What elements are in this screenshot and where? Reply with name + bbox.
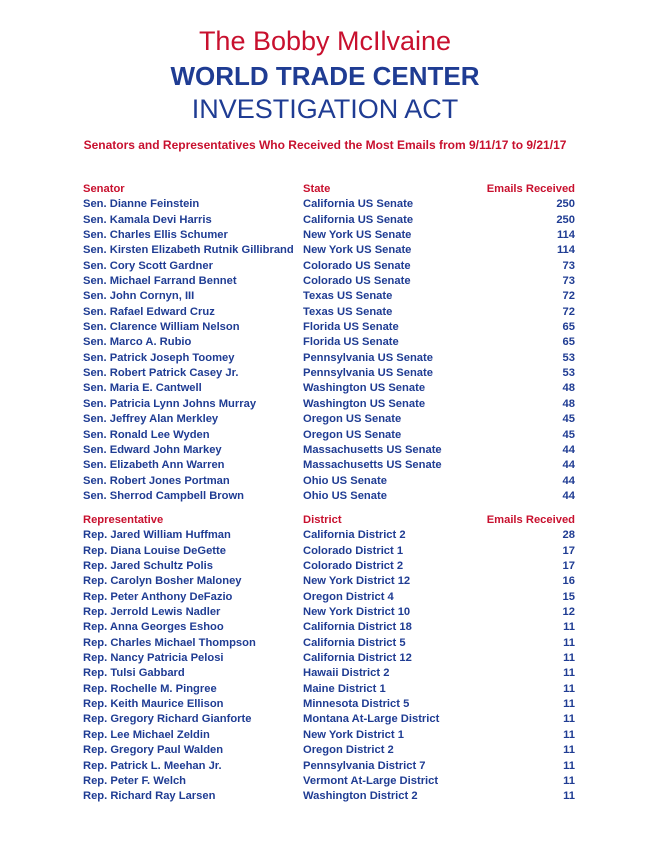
representatives-header-cell: District bbox=[303, 514, 342, 526]
name-cell: Rep. Jared Schultz Polis bbox=[83, 560, 213, 573]
name-cell: Sen. Patricia Lynn Johns Murray bbox=[83, 397, 257, 410]
location-cell: New York District 10 bbox=[303, 606, 411, 619]
table-row bbox=[83, 789, 575, 804]
location-cell: New York US Senate bbox=[303, 229, 412, 242]
name-cell: Sen. Dianne Feinstein bbox=[83, 198, 200, 211]
location-cell: Massachusetts US Senate bbox=[303, 443, 442, 456]
location-cell: New York District 1 bbox=[303, 728, 404, 741]
name-cell: Rep. Charles Michael Thompson bbox=[83, 636, 256, 649]
table-row bbox=[83, 682, 575, 697]
table-row bbox=[83, 366, 575, 381]
location-cell: Florida US Senate bbox=[303, 321, 399, 334]
emails-cell: 11 bbox=[563, 713, 575, 726]
table-row bbox=[83, 443, 575, 458]
name-cell: Sen. Rafael Edward Cruz bbox=[83, 305, 215, 318]
name-cell: Rep. Peter Anthony DeFazio bbox=[83, 590, 233, 603]
table-row bbox=[83, 259, 575, 274]
location-cell: Ohio US Senate bbox=[303, 489, 387, 502]
senators-table bbox=[83, 182, 575, 504]
table-row bbox=[83, 381, 575, 396]
name-cell: Sen. Edward John Markey bbox=[83, 443, 222, 456]
location-cell: Oregon District 2 bbox=[303, 744, 394, 757]
emails-cell: 11 bbox=[563, 636, 575, 649]
senators-header-cell: Senator bbox=[83, 183, 125, 195]
table-row bbox=[83, 213, 575, 228]
table-row bbox=[83, 289, 575, 304]
emails-cell: 28 bbox=[562, 529, 575, 542]
name-cell: Sen. Sherrod Campbell Brown bbox=[83, 489, 245, 502]
senators-header-row bbox=[83, 182, 575, 197]
name-cell: Rep. Richard Ray Larsen bbox=[83, 790, 216, 803]
emails-cell: 11 bbox=[563, 682, 575, 695]
table-row bbox=[83, 666, 575, 681]
table-row bbox=[83, 428, 575, 443]
title-line-2: WORLD TRADE CENTER bbox=[170, 61, 480, 91]
name-cell: Rep. Gregory Paul Walden bbox=[83, 744, 224, 757]
location-cell: New York US Senate bbox=[303, 244, 412, 257]
name-cell: Rep. Rochelle M. Pingree bbox=[83, 682, 217, 695]
table-row bbox=[83, 397, 575, 412]
location-cell: Hawaii District 2 bbox=[303, 667, 390, 680]
name-cell: Rep. Nancy Patricia Pelosi bbox=[83, 652, 224, 665]
table-row bbox=[83, 305, 575, 320]
representatives-header-row bbox=[83, 513, 575, 528]
table-row bbox=[83, 412, 575, 427]
location-cell: California District 2 bbox=[303, 529, 406, 542]
emails-cell: 73 bbox=[562, 259, 575, 272]
name-cell: Sen. Jeffrey Alan Merkley bbox=[83, 413, 219, 426]
table-row bbox=[83, 320, 575, 335]
name-cell: Sen. Charles Ellis Schumer bbox=[83, 229, 228, 242]
emails-cell: 11 bbox=[563, 744, 575, 757]
name-cell: Rep. Keith Maurice Ellison bbox=[83, 698, 224, 711]
subtitle: Senators and Representatives Who Received the Most Emails from 9/11/17 to 9/21/17 bbox=[83, 138, 567, 152]
location-cell: Texas US Senate bbox=[303, 305, 393, 318]
location-cell: Massachusetts US Senate bbox=[303, 459, 442, 472]
location-cell: Oregon District 4 bbox=[303, 590, 394, 603]
emails-cell: 44 bbox=[562, 443, 575, 456]
name-cell: Rep. Diana Louise DeGette bbox=[83, 544, 226, 557]
name-cell: Rep. Lee Michael Zeldin bbox=[83, 728, 210, 741]
table-row bbox=[83, 712, 575, 727]
senators-header-cell: Emails Received bbox=[486, 183, 575, 195]
representatives-header-cell: Emails Received bbox=[486, 514, 575, 526]
location-cell: California US Senate bbox=[303, 213, 414, 226]
emails-cell: 45 bbox=[562, 428, 575, 441]
emails-cell: 11 bbox=[563, 790, 575, 803]
table-row bbox=[83, 605, 575, 620]
emails-cell: 72 bbox=[562, 290, 575, 303]
location-cell: Maine District 1 bbox=[303, 682, 386, 695]
name-cell: Sen. Clarence William Nelson bbox=[83, 321, 240, 334]
emails-cell: 11 bbox=[563, 728, 575, 741]
representatives-table bbox=[83, 513, 575, 805]
location-cell: Texas US Senate bbox=[303, 290, 393, 303]
emails-cell: 73 bbox=[562, 275, 575, 288]
location-cell: Washington District 2 bbox=[303, 790, 418, 803]
representatives-header-cell: Representative bbox=[83, 514, 164, 526]
emails-cell: 12 bbox=[562, 606, 575, 619]
table-row bbox=[83, 351, 575, 366]
name-cell: Sen. Robert Jones Portman bbox=[83, 474, 230, 487]
name-cell: Sen. Kirsten Elizabeth Rutnik Gillibrand bbox=[83, 244, 294, 257]
title-line-3: INVESTIGATION ACT bbox=[191, 94, 459, 124]
senators-header-cell: State bbox=[303, 183, 331, 195]
location-cell: Oregon US Senate bbox=[303, 428, 402, 441]
table-row bbox=[83, 774, 575, 789]
name-cell: Sen. Marco A. Rubio bbox=[83, 336, 192, 349]
emails-cell: 250 bbox=[556, 198, 575, 211]
emails-cell: 65 bbox=[562, 336, 575, 349]
table-row bbox=[83, 489, 575, 504]
name-cell: Rep. Carolyn Bosher Maloney bbox=[83, 575, 242, 588]
emails-cell: 44 bbox=[562, 459, 575, 472]
emails-cell: 45 bbox=[562, 413, 575, 426]
table-row bbox=[83, 243, 575, 258]
table-row bbox=[83, 590, 575, 605]
emails-cell: 17 bbox=[562, 560, 575, 573]
name-cell: Sen. Ronald Lee Wyden bbox=[83, 428, 210, 441]
location-cell: Colorado District 1 bbox=[303, 544, 404, 557]
location-cell: Colorado US Senate bbox=[303, 275, 411, 288]
location-cell: Oregon US Senate bbox=[303, 413, 402, 426]
name-cell: Rep. Anna Georges Eshoo bbox=[83, 621, 224, 634]
location-cell: Pennsylvania US Senate bbox=[303, 351, 433, 364]
name-cell: Sen. Kamala Devi Harris bbox=[83, 213, 212, 226]
table-row bbox=[83, 574, 575, 589]
name-cell: Sen. Robert Patrick Casey Jr. bbox=[83, 367, 239, 380]
emails-cell: 11 bbox=[563, 621, 575, 634]
emails-cell: 44 bbox=[562, 489, 575, 502]
location-cell: Vermont At-Large District bbox=[303, 774, 439, 787]
emails-cell: 48 bbox=[562, 382, 575, 395]
location-cell: Washington US Senate bbox=[303, 382, 426, 395]
emails-cell: 114 bbox=[556, 229, 575, 242]
emails-cell: 17 bbox=[562, 544, 575, 557]
table-row bbox=[83, 197, 575, 212]
location-cell: Colorado District 2 bbox=[303, 560, 404, 573]
emails-cell: 114 bbox=[556, 244, 575, 257]
table-row bbox=[83, 743, 575, 758]
table-row bbox=[83, 335, 575, 350]
name-cell: Rep. Peter F. Welch bbox=[83, 774, 186, 787]
emails-cell: 72 bbox=[562, 305, 575, 318]
location-cell: Minnesota District 5 bbox=[303, 698, 410, 711]
table-row bbox=[83, 728, 575, 743]
emails-cell: 48 bbox=[562, 397, 575, 410]
location-cell: California District 5 bbox=[303, 636, 406, 649]
location-cell: Pennsylvania US Senate bbox=[303, 367, 433, 380]
table-row bbox=[83, 274, 575, 289]
name-cell: Sen. Michael Farrand Bennet bbox=[83, 275, 237, 288]
title-line-1: The Bobby McIlvaine bbox=[198, 26, 452, 56]
emails-cell: 53 bbox=[562, 351, 575, 364]
emails-cell: 15 bbox=[562, 590, 575, 603]
table-row bbox=[83, 528, 575, 543]
name-cell: Sen. Patrick Joseph Toomey bbox=[83, 351, 235, 364]
emails-cell: 11 bbox=[563, 667, 575, 680]
name-cell: Rep. Patrick L. Meehan Jr. bbox=[83, 759, 222, 772]
table-row bbox=[83, 697, 575, 712]
table-row bbox=[83, 636, 575, 651]
location-cell: Florida US Senate bbox=[303, 336, 399, 349]
location-cell: New York District 12 bbox=[303, 575, 411, 588]
name-cell: Sen. John Cornyn, III bbox=[83, 290, 195, 303]
name-cell: Rep. Jared William Huffman bbox=[83, 529, 231, 542]
emails-cell: 65 bbox=[562, 321, 575, 334]
table-row bbox=[83, 228, 575, 243]
emails-cell: 11 bbox=[563, 698, 575, 711]
location-cell: Colorado US Senate bbox=[303, 259, 411, 272]
name-cell: Sen. Cory Scott Gardner bbox=[83, 259, 213, 272]
location-cell: California District 18 bbox=[303, 621, 412, 634]
name-cell: Rep. Gregory Richard Gianforte bbox=[83, 713, 252, 726]
table-row bbox=[83, 620, 575, 635]
emails-cell: 11 bbox=[563, 652, 575, 665]
emails-cell: 16 bbox=[562, 575, 575, 588]
emails-cell: 44 bbox=[562, 474, 575, 487]
name-cell: Rep. Jerrold Lewis Nadler bbox=[83, 606, 221, 619]
emails-cell: 11 bbox=[563, 774, 575, 787]
location-cell: California US Senate bbox=[303, 198, 414, 211]
location-cell: Montana At-Large District bbox=[303, 713, 440, 726]
location-cell: Ohio US Senate bbox=[303, 474, 387, 487]
name-cell: Sen. Elizabeth Ann Warren bbox=[83, 459, 225, 472]
location-cell: Pennsylvania District 7 bbox=[303, 759, 426, 772]
emails-cell: 11 bbox=[563, 759, 575, 772]
table-row bbox=[83, 544, 575, 559]
table-row bbox=[83, 458, 575, 473]
emails-cell: 250 bbox=[556, 213, 575, 226]
table-row bbox=[83, 559, 575, 574]
emails-cell: 53 bbox=[562, 367, 575, 380]
table-row bbox=[83, 759, 575, 774]
table-row bbox=[83, 474, 575, 489]
location-cell: California District 12 bbox=[303, 652, 412, 665]
location-cell: Washington US Senate bbox=[303, 397, 426, 410]
name-cell: Rep. Tulsi Gabbard bbox=[83, 667, 185, 680]
name-cell: Sen. Maria E. Cantwell bbox=[83, 382, 202, 395]
table-row bbox=[83, 651, 575, 666]
